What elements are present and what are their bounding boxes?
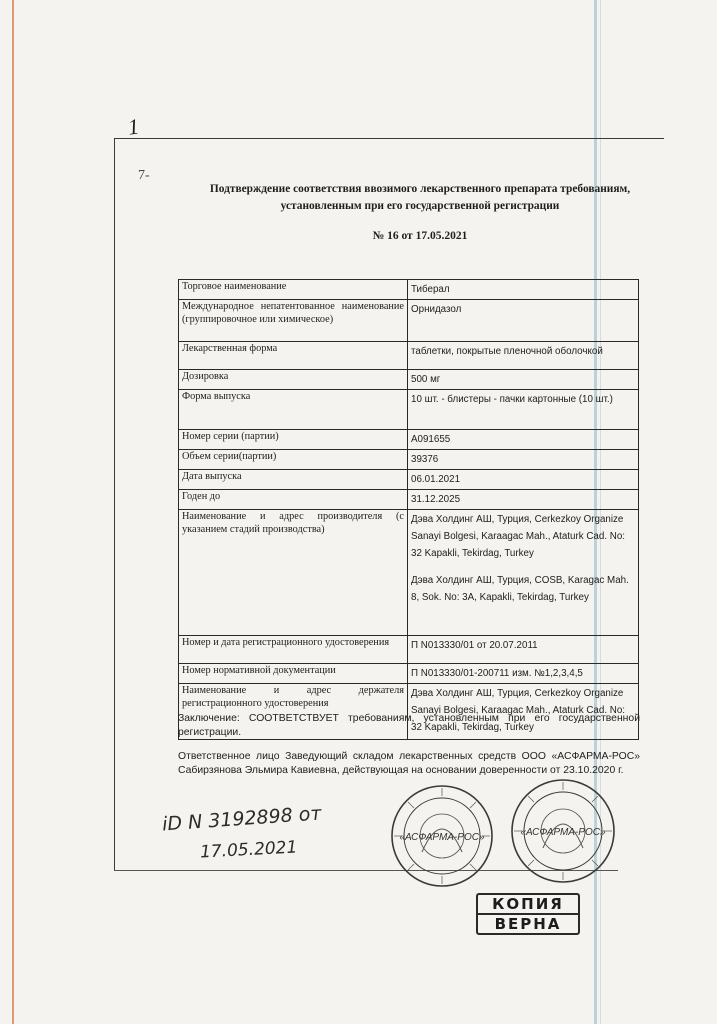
- manufacturer-address-1: Дэва Холдинг АШ, Турция, Cerkezkoy Organize Sanayi Bolgesi, Karaagac Mah., Ataturk Cad. No: 32 Kapakli, Tekirdag, Turkey: [411, 514, 626, 559]
- table-row: [179, 300, 639, 342]
- row-value: A091655: [408, 430, 639, 450]
- table-row: [179, 430, 639, 450]
- table-row: [179, 470, 639, 490]
- row-key: Номер нормативной документации: [179, 664, 408, 684]
- row-value: таблетки, покрытые пленочной оболочкой: [408, 342, 639, 370]
- row-key: Дозировка: [179, 370, 408, 390]
- row-key: Наименование и адрес держателя регистрационного удостоверения: [179, 684, 408, 740]
- row-value: 39376: [408, 450, 639, 470]
- row-key: Номер и дата регистрационного удостоверения: [179, 636, 408, 664]
- table-row: [179, 490, 639, 510]
- page-number: 1: [126, 113, 141, 140]
- row-value: Дэва Холдинг АШ, Турция, Cerkezkoy Organize Sanayi Bolgesi, Karaagac Mah., Ataturk Cad. No: 32 Kapakli, Tekirdag, Turkey: [408, 684, 639, 740]
- document-number: № 16 от 17.05.2021: [372, 230, 468, 242]
- row-value: Тиберал: [408, 280, 639, 300]
- table-row: [179, 342, 639, 370]
- row-value: 10 шт. - блистеры - пачки картонные (10 шт.): [408, 390, 639, 430]
- row-value: Орнидазол: [408, 300, 639, 342]
- conclusion-text: Заключение: СООТВЕТСТВУЕТ требованиям, установленным при его государственной регистрации.: [178, 713, 640, 738]
- row-value: 31.12.2025: [408, 490, 639, 510]
- table-row: [179, 280, 639, 300]
- copy-stamp-line-1: КОПИЯ: [492, 895, 564, 913]
- row-key: Форма выпуска: [179, 390, 408, 430]
- seal-stamp-right: [508, 776, 618, 886]
- side-mark: 7-: [138, 168, 150, 183]
- table-row: [179, 390, 639, 430]
- table-row: [179, 450, 639, 470]
- seal-right-label: «АСФАРМА-РОС»: [520, 827, 606, 838]
- table-row: [179, 510, 639, 636]
- row-key: Годен до: [179, 490, 408, 510]
- row-key: Наименование и адрес производителя (с указанием стадий производства): [179, 510, 408, 636]
- manufacturer-addresses: [408, 510, 639, 636]
- table-row: [179, 636, 639, 664]
- seal-stamp-left: [388, 782, 496, 890]
- table-row: [179, 664, 639, 684]
- manufacturer-address-2: Дэва Холдинг АШ, Турция, COSB, Karagac Mah. 8, Sok. No: 3A, Kapakli, Tekirdag, Turkey: [411, 575, 629, 603]
- table-row: [179, 370, 639, 390]
- seal-left-label: «АСФАРМА-РОС»: [399, 832, 485, 843]
- scan-edge-line: [12, 0, 14, 1024]
- row-value: 500 мг: [408, 370, 639, 390]
- row-value: П N013330/01-200711 изм. №1,2,3,4,5: [408, 664, 639, 684]
- row-key: Дата выпуска: [179, 470, 408, 490]
- frame-left-rule: [114, 138, 115, 870]
- handwritten-date: 17.05.2021: [199, 837, 298, 863]
- row-value: П N013330/01 от 20.07.2011: [408, 636, 639, 664]
- handwritten-id-line: iD N 3192898 от: [161, 802, 323, 836]
- row-key: Лекарственная форма: [179, 342, 408, 370]
- row-key: Номер серии (партии): [179, 430, 408, 450]
- row-value: 06.01.2021: [408, 470, 639, 490]
- row-key: Объем серии(партии): [179, 450, 408, 470]
- frame-top-rule: [114, 138, 664, 139]
- registration-table: [178, 279, 639, 740]
- row-key: Международное непатентованное наименование (группировочное или химическое): [179, 300, 408, 342]
- responsible-person-text: Ответственное лицо Заведующий складом лекарственных средств ООО «АСФАРМА-РОС» Сабирзянова Эльмира Кавиевна, действующая на основании доверенности от 23.10.2020 г.: [178, 751, 640, 776]
- row-key: Торговое наименование: [179, 280, 408, 300]
- certified-copy-stamp: [476, 893, 580, 935]
- document-title: Подтверждение соответствия ввозимого лекарственного препарата требованиям, установленным при его государственной регистрации: [209, 183, 631, 212]
- copy-stamp-line-2: ВЕРНА: [478, 913, 578, 933]
